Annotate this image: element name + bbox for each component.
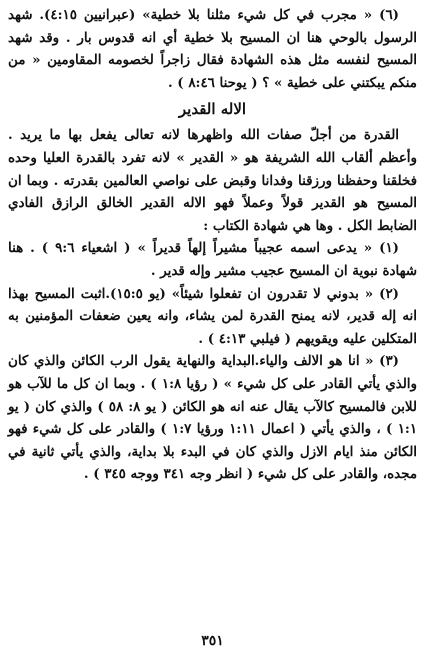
section-heading: الاله القدير (178, 100, 247, 119)
paragraph-item-1: (١) « يدعى اسمه عجيباً مشيراً إلهاً قديراً » ( اشعياء ٩:٦ ) . هنا شهادة نبوية ان المسيح عجيب مشير وإله قدير . (8, 240, 417, 279)
paragraph-intro: القدرة من أجلّ صفات الله واظهرها لانه تعالى يفعل بها ما يريد . وأعظم ألقاب الله الشريفة هو « القدير » لانه تفرد بالقدرة العليا وحده فخلقنا وحفظنا ورزقنا وفدانا وقبض على نواصي العالمين بقدرته . وبما ان المسيح هو القدير قولاً وعملاً فهو الاله القدير الخالق الرازق الفادي الضابط الكل . وها هي شهادة الكتاب : (8, 127, 417, 234)
document-page (8, 4, 417, 659)
page-number: ٣٥١ (201, 633, 224, 649)
paragraph-item-3: (٣) « انا هو الالف والياء.البداية والنهاية يقول الرب الكائن والذي كان والذي يأتي القادر على كل شيء » ( رؤيا ١:٨ ) . وبما ان كل ما للآب هو للابن فالمسيح كالآب يقال عنه انه هو الكائن ( يو ٨: ٥٨ ) والذي كان ( يو ١:١ ) ، والذي يأتي ( اعمال ١:١١ ورؤيا ١:٧ ) والقادر على كل شيء فهو الكائن منذ ايام الازل والذي كان في البدء بلا بداية، والذي يأتي ثانية في مجده، والقادر على كل شيء ( انظر وجه ٣٤١ ووجه ٣٤٥ ) . (8, 353, 418, 483)
paragraph-item-6: (٦) « مجرب في كل شيء مثلنا بلا خطية» (عبرانيين ٤:١٥). شهد الرسول بالوحي هنا ان المسيح بلا خطية أي انه قدوس بار . وقد شهد المسيح لنفسه مثل هذه الشهادة فقال زاجراً لخصومه المقاومين « من منكم يبكتني على خطية » ؟ ( يوحنا ٨:٤٦ ) . (8, 7, 417, 91)
paragraph-item-2: (٢) « بدوني لا تقدرون ان تفعلوا شيئاً» (يو ١٥:٥).اثبت المسيح بهذا انه إله قدير، لانه يمنح القدرة لمن يشاء، وانه يعين ضعفات المؤمنين به المتكلين عليه ويقويهم ( فيلبي ٤:١٣ ) . (8, 285, 417, 347)
